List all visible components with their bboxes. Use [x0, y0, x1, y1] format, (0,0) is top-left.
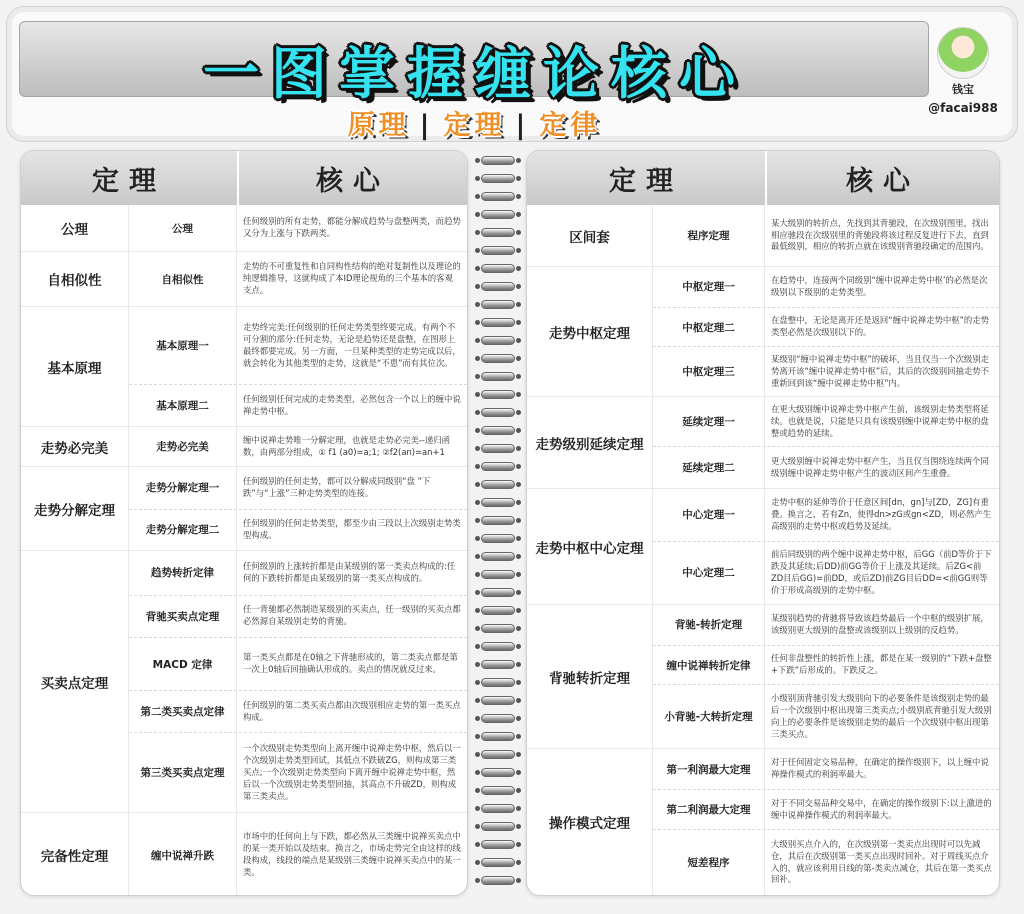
- theorem-name: 第三类买卖点定理: [129, 733, 237, 812]
- column-header-core: 核心: [765, 151, 999, 205]
- theorem-core: 在更大级别缠中说禅走势中枢产生前，该级别走势类型将延续。也就是说，只能是只具有该级别缠中说禅走势中枢的盘整或趋势的延续。: [771, 403, 989, 438]
- author-handle: @facai988: [928, 101, 998, 115]
- table-group: [21, 551, 467, 813]
- spiral-ring: [481, 804, 515, 813]
- theorem-core: 任何级别的上涨转折都是由某级别的第一类卖点构成的:任何的下跌转折都是由某级别的第一类买点构成的。: [243, 560, 456, 583]
- spiral-ring: [481, 426, 515, 435]
- spiral-ring: [481, 840, 515, 849]
- spiral-ring: [481, 390, 515, 399]
- table-row: [129, 509, 467, 551]
- table-row: [129, 384, 467, 426]
- group-name: 走势级别延续定理: [527, 397, 653, 488]
- table-row: [653, 645, 999, 685]
- theorem-core: 在盘整中，无论是离开还是返回“缠中说禅走势中枢”的走势类型必然是次级别以下的。: [771, 315, 990, 338]
- table-group: [527, 749, 999, 895]
- spiral-ring: [481, 624, 515, 633]
- group-name: 走势中枢中心定理: [527, 489, 653, 604]
- group-name: 基本原理: [21, 307, 129, 426]
- left-table: [20, 150, 468, 896]
- table-group: [21, 813, 467, 896]
- table-row: [653, 749, 999, 789]
- spiral-ring: [481, 192, 515, 201]
- table-row: [653, 789, 999, 829]
- theorem-name: 中枢定理一: [653, 267, 765, 307]
- theorem-name: 第一利润最大定理: [653, 749, 765, 789]
- table-row: [653, 541, 999, 604]
- spiral-ring: [481, 156, 515, 165]
- title-band: [19, 21, 929, 107]
- subtitle-separator: |: [419, 110, 434, 141]
- spiral-ring: [481, 822, 515, 831]
- theorem-name: 小背驰-大转折定理: [653, 685, 765, 748]
- table-group: [21, 205, 467, 252]
- table-group: [527, 489, 999, 605]
- spiral-ring: [481, 372, 515, 381]
- theorem-core: 在趋势中，连接两个同级别“缠中说禅走势中枢’的必然是次级别以下级别的走势类型。: [771, 274, 988, 297]
- table-group: [21, 427, 467, 467]
- group-name: 走势分解定理: [21, 467, 129, 550]
- spiral-ring: [481, 336, 515, 345]
- theorem-core: 更大级别缠中说禅走势中枢产生，当且仅当围绕连续两个同级别缠中说禅走势中枢产生的波动区间产生重叠。: [771, 455, 989, 478]
- spiral-ring: [481, 408, 515, 417]
- spiral-ring: [481, 264, 515, 273]
- theorem-core: 任何级别的所有走势，都能分解成趋势与盘整两类，而趋势又分为上涨与下跌两类。: [243, 216, 461, 238]
- table-row: [653, 829, 999, 895]
- spiral-ring: [481, 768, 515, 777]
- table-row: [653, 397, 999, 446]
- table-header: [21, 151, 467, 205]
- table-row: [653, 307, 999, 347]
- theorem-name: 基本原理二: [129, 385, 237, 426]
- theorem-core: 任一背驰都必然制造某级别的买卖点，任一级别的买卖点都必然源自某级别走势的背驰。: [243, 604, 461, 627]
- spiral-ring: [481, 606, 515, 615]
- spiral-ring: [481, 750, 515, 759]
- table-row: [653, 605, 999, 645]
- table-row: [653, 684, 999, 748]
- spiral-ring: [481, 228, 515, 237]
- theorem-core: 某级别趋势的背驰将导致该趋势最后一个中枢的级别扩展，该级别更大级别的盘整或该级别以上级别的反趋势。: [771, 612, 989, 635]
- subtitle: [7, 103, 942, 142]
- spiral-ring: [481, 714, 515, 723]
- spiral-ring: [481, 480, 515, 489]
- spiral-ring: [481, 498, 515, 507]
- table-group: [21, 252, 467, 307]
- theorem-core: 走势终完美:任何级别的任何走势类型终要完成。有两个不可分割的部分:任何走势，无论是趋势还是盘整，在图形上最终都要完成。另一方面，一旦某种类型的走势完成以后，就会转化为其他类型的走势，这就是“不患”而有其位次。: [243, 321, 461, 368]
- theorem-core: 第一类买点都是在0轴之下背驰形成的，第二类卖点都是第一次上0轴后回抽确认形成的。卖点的情况就反过来。: [243, 652, 458, 675]
- theorem-core: 任何级别的第二类买卖点都由次级别相应走势的第一类买点构成。: [243, 699, 461, 722]
- group-name: 区间套: [527, 205, 653, 266]
- spiral-ring: [481, 660, 515, 669]
- subtitle-item: 定律: [539, 110, 602, 141]
- theorem-name: 走势必完美: [129, 427, 237, 466]
- group-name: 公理: [21, 205, 129, 251]
- theorem-core: 大级别买点介入的，在次级别第一类卖点出现时可以先减仓，其后在次级别第一类买点出现时回补。对于周线买点介入的，就应该利用日线的第-类卖点减仓，其后在第一类买点回补。: [771, 838, 992, 885]
- theorem-name: 基本原理一: [129, 307, 237, 384]
- subtitle-item: 定理: [443, 110, 506, 141]
- spiral-ring: [481, 732, 515, 741]
- table-group: [527, 267, 999, 397]
- theorem-name: 延续定理二: [653, 447, 765, 488]
- table-row: [129, 307, 467, 384]
- table-group: [527, 205, 999, 267]
- table-row: [129, 637, 467, 691]
- theorem-name: 中枢定理三: [653, 347, 765, 396]
- theorem-name: 缠中说禅转折定律: [653, 646, 765, 685]
- spiral-ring: [481, 174, 515, 183]
- spiral-ring: [481, 354, 515, 363]
- table-row: [129, 205, 467, 251]
- theorem-core: 缠中说禅走势唯一分解定理，也就是走势必完美--递归函数，由两部分组成，① f1 (a0)=a;1; ②f2(an)=an+1: [243, 434, 451, 457]
- table-row: [129, 467, 467, 509]
- theorem-core: 任何非盘整性的转折性上涨，都是在某一级别的“下跌+盘整+下跌”后形成的。下跌反之。: [771, 653, 992, 676]
- theorem-core: 任何级别任何完成的走势类型，必然包含一个以上的缠中说禅走势中枢。: [243, 393, 461, 416]
- theorem-core: 某大级别的转折点，先找到其背驰段，在次级别图里，找出相应驰段在次级别里的背驰段将该过程反复进行下去，直到最低级别，相应的转折点就在该级别背驰段确定的范围内。: [771, 217, 989, 252]
- table-row: [129, 732, 467, 812]
- spiral-ring: [481, 678, 515, 687]
- spiral-ring: [481, 642, 515, 651]
- column-header-theorem: 定理: [527, 151, 765, 205]
- theorem-core: 前后同级别的两个缠中说禅走势中枢，后GG（前D等价于下跌及其延续;后DD)前GG等价于上涨及其延续。后ZG<前ZD目后GG)=前DD，或后ZD)前ZG目后DD=<前GG则等价于形成高级别的走势中枢。: [771, 548, 992, 595]
- theorem-name: MACD 定律: [129, 638, 237, 691]
- spiral-ring: [481, 534, 515, 543]
- group-name: 完备性定理: [21, 813, 129, 896]
- table-row: [653, 489, 999, 541]
- avatar: [937, 27, 989, 79]
- theorem-name: 缠中说禅升跌: [129, 813, 237, 896]
- column-header-theorem: 定理: [21, 151, 237, 205]
- table-row: [129, 427, 467, 466]
- spiral-ring: [481, 246, 515, 255]
- column-header-core: 核心: [237, 151, 467, 205]
- group-name: 背驰转折定理: [527, 605, 653, 748]
- header-banner: [6, 6, 1018, 142]
- spiral-ring: [481, 786, 515, 795]
- spiral-ring: [481, 282, 515, 291]
- table-row: [653, 205, 999, 266]
- theorem-name: 延续定理一: [653, 397, 765, 446]
- theorem-core: 走势的不可重复性和自同构性结构的绝对复制性以及理论的纯逻辑推导，这就构成了本ID理论视角的三个基本的客观支点。: [243, 261, 461, 295]
- table-row: [653, 446, 999, 488]
- spiral-ring: [481, 696, 515, 705]
- table-group: [527, 605, 999, 749]
- spiral-ring: [481, 516, 515, 525]
- spiral-ring: [481, 300, 515, 309]
- theorem-name: 第二利润最大定理: [653, 790, 765, 829]
- spiral-ring: [481, 318, 515, 327]
- theorem-name: 中心定理一: [653, 489, 765, 541]
- table-row: [653, 267, 999, 307]
- theorem-core: 对于不同交易品种交易中，在确定的操作级别下:以上激进的缠中说禅操作模式的利润率最大。: [771, 797, 992, 820]
- theorem-name: 背驰-转折定理: [653, 605, 765, 645]
- theorem-core: 小级别顶背驰引发大级别向下的必要条件是该级别走势的最后一个次级别中枢出现第三类卖点;小级别底背驰引发大级别向上的必要条件是该级别走势的最后一个次级别中枢出现第三类买点。: [771, 692, 992, 739]
- theorem-name: 第二类买卖点定律: [129, 691, 237, 732]
- theorem-name: 自相似性: [129, 252, 237, 306]
- table-group: [21, 307, 467, 427]
- theorem-core: 任何级别的任何走势类型，都至少由三段以上次级别走势类型构成。: [243, 517, 461, 540]
- spiral-binding: [478, 150, 518, 896]
- author-name: 钱宝: [952, 83, 974, 96]
- table-row: [653, 346, 999, 396]
- spiral-ring: [481, 858, 515, 867]
- table-row: [129, 551, 467, 595]
- group-name: 走势中枢定理: [527, 267, 653, 396]
- subtitle-separator: |: [515, 110, 530, 141]
- table-row: [129, 690, 467, 732]
- spiral-ring: [481, 552, 515, 561]
- theorem-name: 程序定理: [653, 205, 765, 266]
- theorem-name: 走势分解定理一: [129, 467, 237, 509]
- theorem-core: 市场中的任何向上与下跌，都必然从三类缠中说禅买卖点中的某一类开始以及结束。换言之，市场走势完全由这样的线段构成，线段的端点是某级别三类缠中说禅买卖点中的某一类。: [243, 831, 461, 877]
- spiral-ring: [481, 570, 515, 579]
- theorem-name: 短差程序: [653, 830, 765, 895]
- theorem-name: 中枢定理二: [653, 308, 765, 347]
- theorem-core: 对于任何固定交易品种，在确定的操作级别下，以上缠中说禅操作模式的利润率最大。: [771, 757, 989, 779]
- author-block: [915, 27, 1011, 115]
- spiral-ring: [481, 444, 515, 453]
- table-row: [129, 595, 467, 637]
- page-title: 一图掌握缠论核心: [203, 42, 747, 107]
- table-group: [21, 467, 467, 551]
- theorem-name: 趋势转折定律: [129, 551, 237, 595]
- group-name: 买卖点定理: [21, 551, 129, 812]
- spiral-ring: [481, 876, 515, 885]
- spiral-ring: [481, 462, 515, 471]
- theorem-name: 公理: [129, 205, 237, 251]
- theorem-core: 走势中枢的延伸等价于任意区间[dn，gn]与[ZD，ZG]有重叠。换言之，若有Zn，使得dn>zG或gn<ZD，则必然产生高级别的走势中枢或趋势及延续。: [771, 496, 992, 531]
- table-row: [129, 252, 467, 306]
- spiral-ring: [481, 588, 515, 597]
- theorem-core: 任何级别的任何走势，都可以分解成同级别“盘 ”下跌”与“上涨”三种走势类型的连接。: [243, 475, 431, 498]
- subtitle-item: 原理: [347, 110, 410, 141]
- spiral-ring: [481, 210, 515, 219]
- table-header: [527, 151, 999, 205]
- theorem-name: 中心定理二: [653, 542, 765, 604]
- theorem-name: 走势分解定理二: [129, 510, 237, 551]
- theorem-core: 一个次级别走势类型向上离开缠中说禅走势中枢，然后以一个次级别走势类型回试，其低点不跌破ZG，则构成第三类买点;一个次级别走势类型向下离开缠中说禅走势中枢，然后以一个次级别走势类型回抽，其高点不升破ZD，则构成第三类卖点。: [243, 742, 461, 801]
- theorem-core: 某级别“缠中说禅走势中枢”的破坏，当且仅当一个次级别走势离开该“缠中说禅走势中枢”后，其后的次级别回抽走势不重新回到该“缠中说禅走势中枢”内。: [771, 353, 990, 388]
- table-row: [129, 813, 467, 896]
- right-table: [526, 150, 1000, 896]
- group-name: 走势必完美: [21, 427, 129, 466]
- group-name: 操作模式定理: [527, 749, 653, 895]
- table-group: [527, 397, 999, 489]
- theorem-name: 背驰买卖点定理: [129, 596, 237, 637]
- group-name: 自相似性: [21, 252, 129, 306]
